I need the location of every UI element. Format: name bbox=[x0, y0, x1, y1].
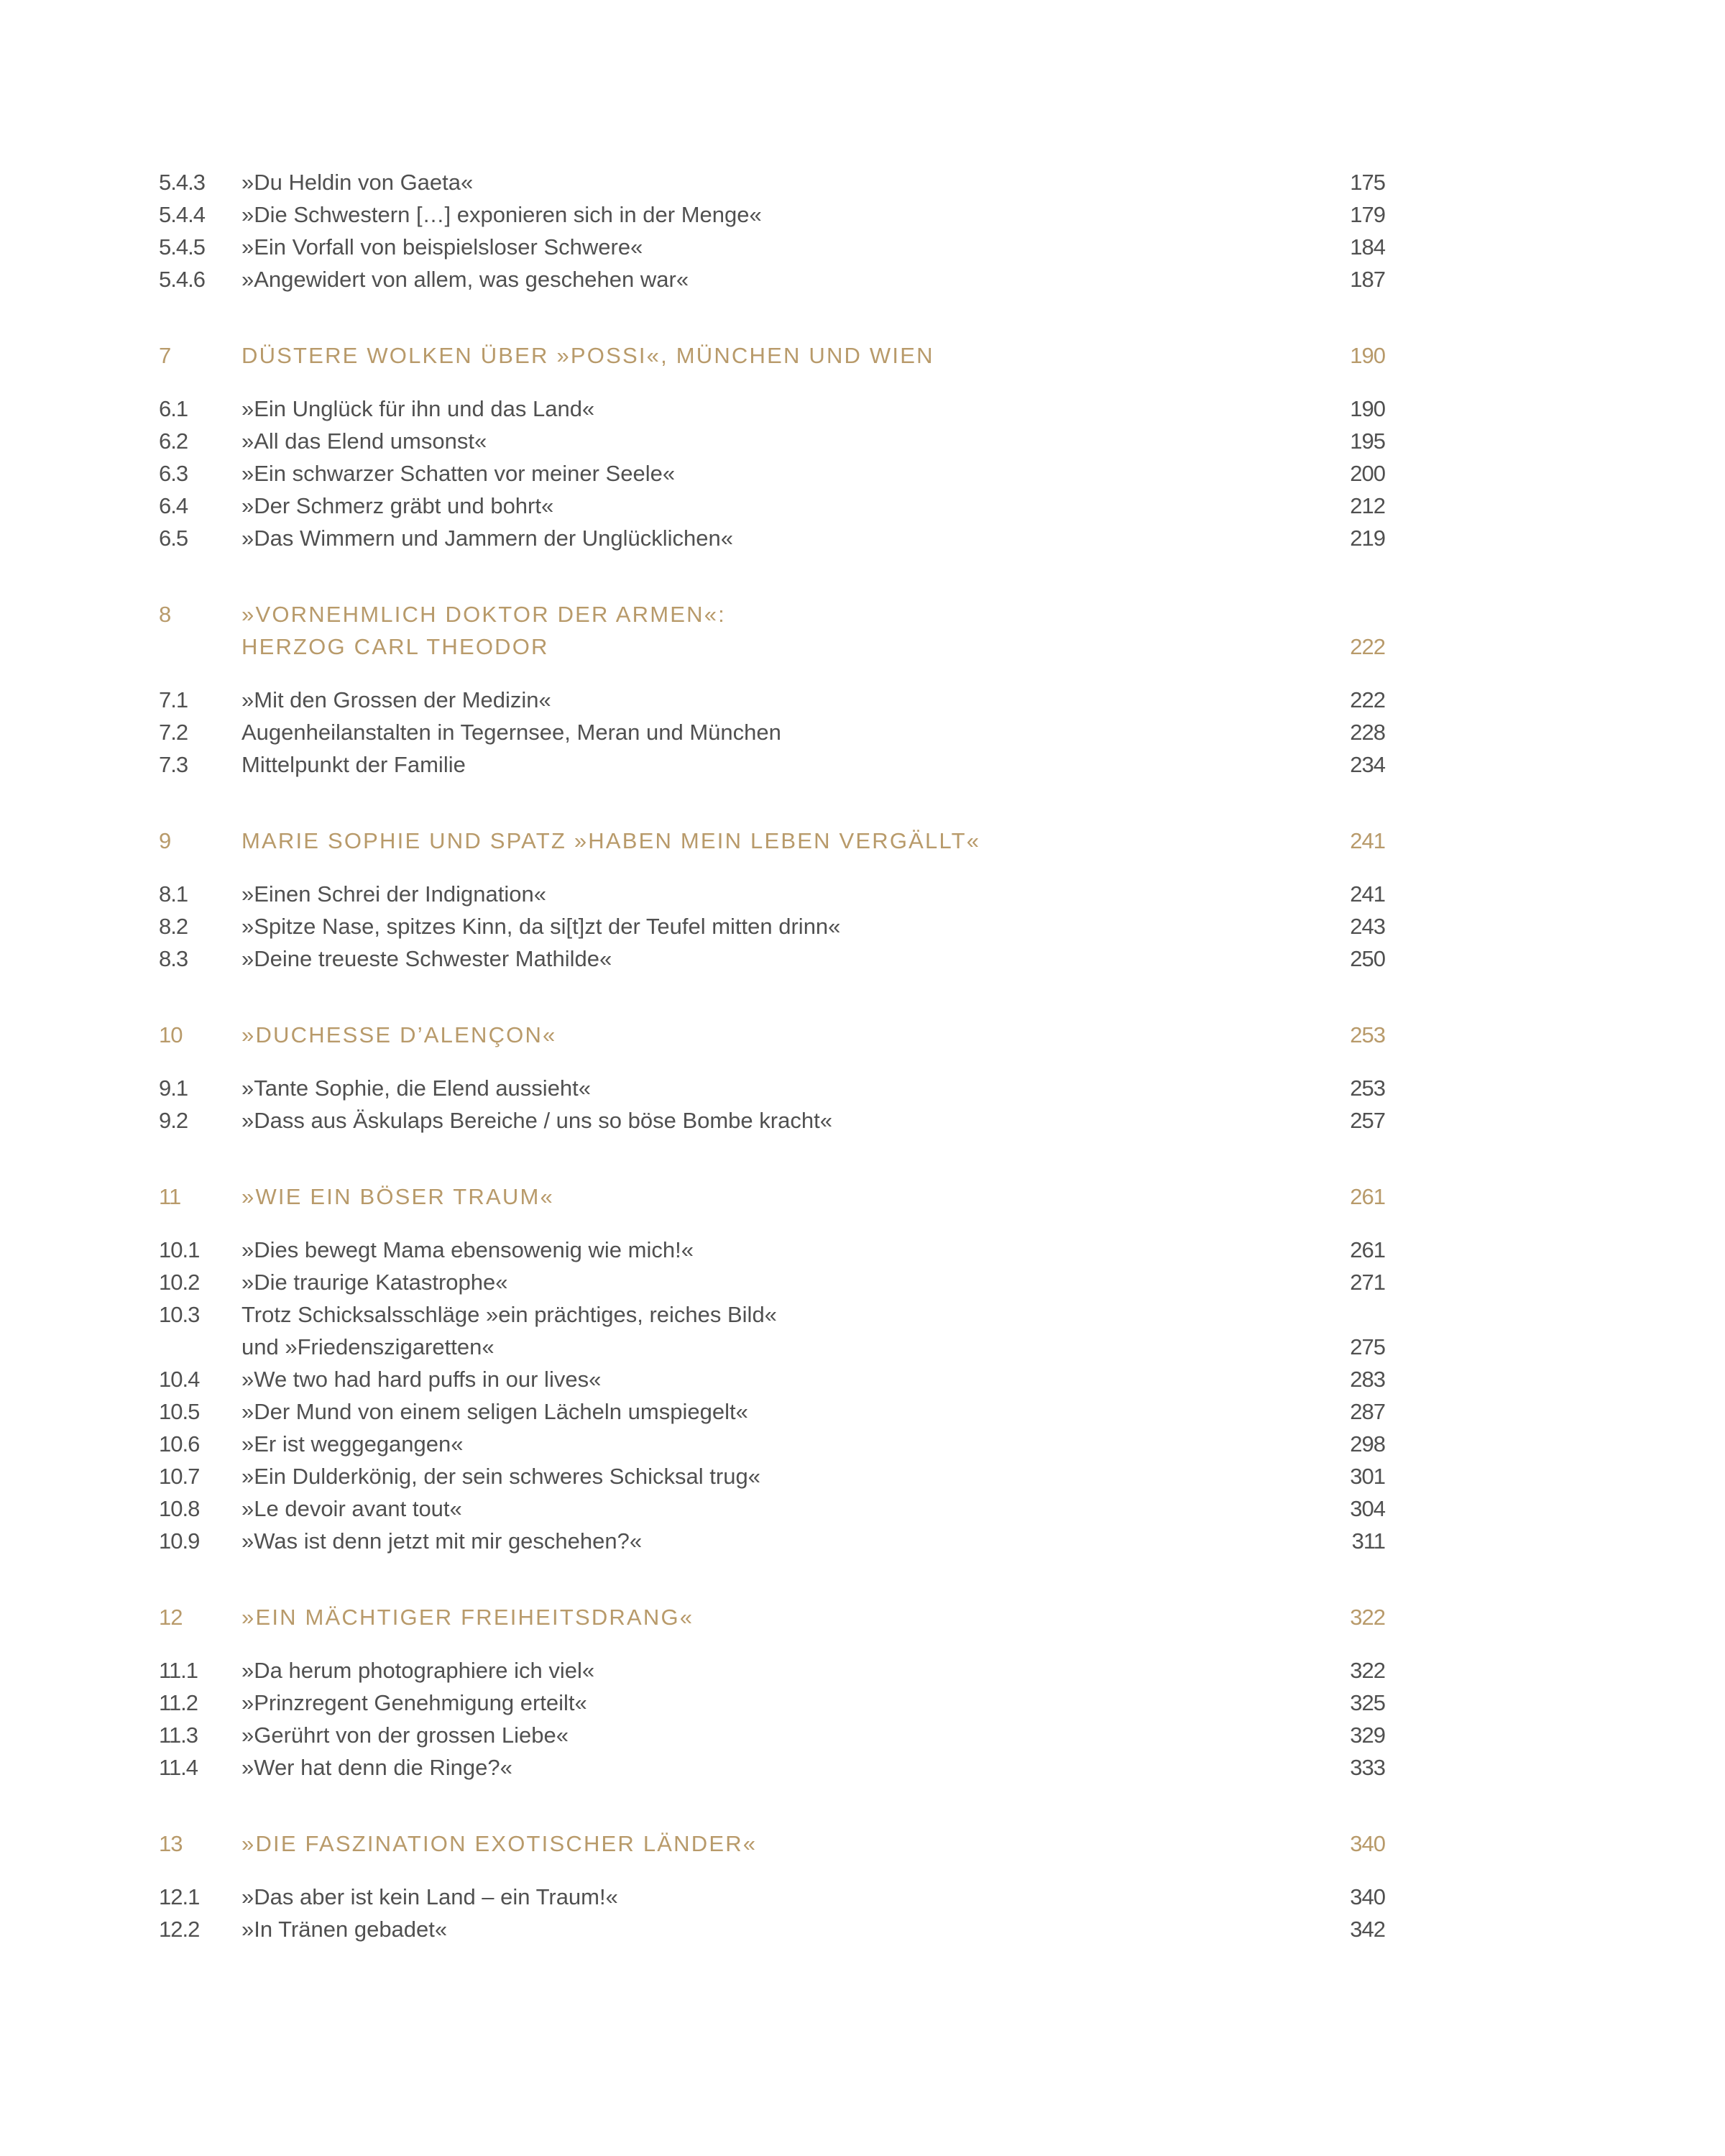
entry-title bbox=[242, 393, 594, 425]
entry-page-number: 243 bbox=[1350, 914, 1385, 939]
title-line: »All das Elend umsonst« bbox=[242, 428, 487, 454]
toc-section bbox=[159, 1019, 1385, 1137]
title-line: »Da herum photographiere ich viel« bbox=[242, 1658, 595, 1683]
chapter-heading bbox=[159, 339, 1385, 372]
entry-title bbox=[242, 166, 473, 198]
chapter-number: 11 bbox=[159, 1184, 181, 1209]
toc-section bbox=[159, 1601, 1385, 1784]
title-line: »EIN MÄCHTIGER FREIHEITSDRANG« bbox=[242, 1605, 694, 1630]
title-line: »WIE EIN BÖSER TRAUM« bbox=[242, 1184, 554, 1209]
entry-page-number: 340 bbox=[1350, 1884, 1385, 1909]
entry-title bbox=[242, 1492, 462, 1525]
entry-title bbox=[242, 1751, 512, 1784]
entry-title bbox=[242, 1428, 464, 1460]
entry-title bbox=[242, 1395, 748, 1428]
chapter-page-number: 340 bbox=[1350, 1831, 1385, 1856]
entry-page-number: 275 bbox=[1350, 1334, 1385, 1359]
toc-entry bbox=[159, 1719, 1385, 1751]
entry-title bbox=[242, 1687, 587, 1719]
toc-entry bbox=[159, 748, 1385, 781]
entry-number: 7.2 bbox=[159, 720, 188, 745]
entry-number: 6.3 bbox=[159, 461, 188, 486]
toc-entry bbox=[159, 1104, 1385, 1137]
chapter-title bbox=[242, 1827, 757, 1860]
entry-title bbox=[242, 1234, 694, 1266]
entry-number: 10.6 bbox=[159, 1431, 200, 1457]
chapter-number: 10 bbox=[159, 1022, 183, 1047]
chapter-heading bbox=[159, 1180, 1385, 1213]
toc-entry bbox=[159, 231, 1385, 263]
entry-page-number: 212 bbox=[1350, 493, 1385, 518]
chapter-title bbox=[242, 598, 726, 663]
title-line: »Die traurige Katastrophe« bbox=[242, 1270, 508, 1295]
entry-number: 10.9 bbox=[159, 1528, 200, 1554]
entry-title bbox=[242, 231, 643, 263]
entry-number: 10.7 bbox=[159, 1464, 200, 1489]
title-line: »Angewidert von allem, was geschehen war« bbox=[242, 267, 689, 292]
title-line: »Die Schwestern […] exponieren sich in der Menge« bbox=[242, 202, 762, 227]
entry-page-number: 219 bbox=[1350, 526, 1385, 551]
title-line: »Er ist weggegangen« bbox=[242, 1431, 464, 1457]
title-line: »VORNEHMLICH DOKTOR DER ARMEN«: bbox=[242, 602, 726, 627]
entry-title bbox=[242, 878, 546, 910]
chapter-page-number: 261 bbox=[1350, 1184, 1385, 1209]
chapter-number: 7 bbox=[159, 343, 171, 368]
entry-title bbox=[242, 684, 551, 716]
entry-page-number: 234 bbox=[1350, 752, 1385, 777]
chapter-heading bbox=[159, 598, 1385, 663]
chapter-title bbox=[242, 1019, 557, 1051]
toc-entry bbox=[159, 1460, 1385, 1492]
title-line: »In Tränen gebadet« bbox=[242, 1917, 448, 1942]
entry-number: 11.3 bbox=[159, 1722, 198, 1748]
table-of-contents bbox=[159, 166, 1385, 1945]
entry-page-number: 184 bbox=[1350, 234, 1385, 260]
chapter-page-number: 322 bbox=[1350, 1605, 1385, 1630]
toc-entry bbox=[159, 942, 1385, 975]
entry-title bbox=[242, 198, 762, 231]
entry-page-number: 325 bbox=[1350, 1690, 1385, 1715]
entry-page-number: 253 bbox=[1350, 1075, 1385, 1101]
entry-number: 5.4.6 bbox=[159, 267, 205, 292]
title-line: »DIE FASZINATION EXOTISCHER LÄNDER« bbox=[242, 1831, 758, 1856]
entry-page-number: 333 bbox=[1350, 1755, 1385, 1780]
entry-page-number: 241 bbox=[1350, 881, 1385, 907]
toc-entry bbox=[159, 490, 1385, 522]
entry-title bbox=[242, 522, 733, 554]
toc-section bbox=[159, 598, 1385, 781]
title-line: »We two had hard puffs in our lives« bbox=[242, 1367, 602, 1392]
title-line: »Das aber ist kein Land – ein Traum!« bbox=[242, 1884, 618, 1909]
toc-entry bbox=[159, 1654, 1385, 1687]
entry-title bbox=[242, 1881, 618, 1913]
toc-entry bbox=[159, 393, 1385, 425]
title-line: »Tante Sophie, die Elend aussieht« bbox=[242, 1075, 592, 1101]
title-line: »Wer hat denn die Ringe?« bbox=[242, 1755, 512, 1780]
chapter-number: 12 bbox=[159, 1605, 183, 1630]
title-line: MARIE SOPHIE UND SPATZ »HABEN MEIN LEBEN VERGÄLLT« bbox=[242, 828, 981, 853]
toc-entry bbox=[159, 716, 1385, 748]
title-line: »Deine treueste Schwester Mathilde« bbox=[242, 946, 612, 971]
chapter-heading bbox=[159, 1827, 1385, 1860]
toc-entry bbox=[159, 1234, 1385, 1266]
entry-number: 10.4 bbox=[159, 1367, 200, 1392]
chapter-heading bbox=[159, 825, 1385, 857]
toc-entry bbox=[159, 878, 1385, 910]
title-line: »Ein Dulderkönig, der sein schweres Schicksal trug« bbox=[242, 1464, 760, 1489]
toc-entry bbox=[159, 1492, 1385, 1525]
entry-number: 6.1 bbox=[159, 396, 188, 421]
chapter-title bbox=[242, 1180, 554, 1213]
title-line: Trotz Schicksalsschläge »ein prächtiges, reiches Bild« bbox=[242, 1302, 777, 1327]
entry-number: 9.2 bbox=[159, 1108, 188, 1133]
entry-title bbox=[242, 425, 487, 457]
title-line: »Dass aus Äskulaps Bereiche / uns so böse Bombe kracht« bbox=[242, 1108, 832, 1133]
entry-title bbox=[242, 263, 689, 295]
entry-page-number: 342 bbox=[1350, 1917, 1385, 1942]
entry-number: 8.3 bbox=[159, 946, 188, 971]
entry-page-number: 304 bbox=[1350, 1496, 1385, 1521]
toc-entry bbox=[159, 910, 1385, 942]
entry-title bbox=[242, 1266, 508, 1298]
entry-title bbox=[242, 910, 840, 942]
entry-title bbox=[242, 490, 553, 522]
toc-section bbox=[159, 1827, 1385, 1945]
entry-page-number: 287 bbox=[1350, 1399, 1385, 1424]
title-line: und »Friedenszigaretten« bbox=[242, 1334, 494, 1359]
entry-number: 11.4 bbox=[159, 1755, 198, 1780]
entry-title bbox=[242, 1104, 832, 1137]
title-line: »Ein Vorfall von beispielsloser Schwere« bbox=[242, 234, 643, 260]
chapter-title bbox=[242, 825, 980, 857]
title-line: Mittelpunkt der Familie bbox=[242, 752, 466, 777]
entry-page-number: 250 bbox=[1350, 946, 1385, 971]
entry-number: 6.2 bbox=[159, 428, 188, 454]
toc-entry bbox=[159, 166, 1385, 198]
toc-entry bbox=[159, 1298, 1385, 1363]
toc-entry bbox=[159, 457, 1385, 490]
toc-entry bbox=[159, 1881, 1385, 1913]
entry-page-number: 283 bbox=[1350, 1367, 1385, 1392]
entry-title bbox=[242, 457, 675, 490]
title-line: HERZOG CARL THEODOR bbox=[242, 634, 549, 659]
entry-number: 9.1 bbox=[159, 1075, 188, 1101]
toc-entry bbox=[159, 1395, 1385, 1428]
entry-title bbox=[242, 716, 781, 748]
title-line: »Dies bewegt Mama ebensowenig wie mich!« bbox=[242, 1237, 694, 1262]
entry-number: 6.4 bbox=[159, 493, 188, 518]
entry-page-number: 190 bbox=[1350, 396, 1385, 421]
title-line: »Der Schmerz gräbt und bohrt« bbox=[242, 493, 554, 518]
entry-page-number: 261 bbox=[1350, 1237, 1385, 1262]
toc-entry bbox=[159, 1363, 1385, 1395]
entry-page-number: 222 bbox=[1350, 687, 1385, 712]
title-line: »Spitze Nase, spitzes Kinn, da si[t]zt der Teufel mitten drinn« bbox=[242, 914, 841, 939]
entry-number: 5.4.4 bbox=[159, 202, 205, 227]
chapter-number: 9 bbox=[159, 828, 171, 853]
entry-number: 12.1 bbox=[159, 1884, 200, 1909]
entry-title bbox=[242, 1298, 777, 1363]
entry-title bbox=[242, 1072, 591, 1104]
entry-number: 10.3 bbox=[159, 1302, 200, 1327]
toc-entry bbox=[159, 1525, 1385, 1557]
entry-number: 10.2 bbox=[159, 1270, 200, 1295]
toc-entry bbox=[159, 263, 1385, 295]
entry-number: 7.1 bbox=[159, 687, 188, 712]
title-line: »Was ist denn jetzt mit mir geschehen?« bbox=[242, 1528, 643, 1554]
entry-title bbox=[242, 942, 612, 975]
entry-title bbox=[242, 1719, 569, 1751]
chapter-page-number: 190 bbox=[1350, 343, 1385, 368]
entry-number: 5.4.3 bbox=[159, 170, 205, 195]
title-line: »Der Mund von einem seligen Lächeln umspiegelt« bbox=[242, 1399, 748, 1424]
toc-entry bbox=[159, 1751, 1385, 1784]
entry-page-number: 228 bbox=[1350, 720, 1385, 745]
title-line: »Das Wimmern und Jammern der Unglücklichen« bbox=[242, 526, 733, 551]
entry-number: 10.5 bbox=[159, 1399, 200, 1424]
toc-entry bbox=[159, 522, 1385, 554]
chapter-number: 8 bbox=[159, 602, 171, 627]
entry-title bbox=[242, 1525, 642, 1557]
title-line: DÜSTERE WOLKEN ÜBER »POSSI«, MÜNCHEN UND WIEN bbox=[242, 343, 934, 368]
chapter-page-number: 253 bbox=[1350, 1022, 1385, 1047]
entry-page-number: 195 bbox=[1350, 428, 1385, 454]
title-line: »Du Heldin von Gaeta« bbox=[242, 170, 474, 195]
entry-number: 8.1 bbox=[159, 881, 188, 907]
entry-title bbox=[242, 1363, 601, 1395]
entry-number: 11.2 bbox=[159, 1690, 198, 1715]
entry-page-number: 271 bbox=[1350, 1270, 1385, 1295]
entry-title bbox=[242, 1913, 447, 1945]
title-line: »Prinzregent Genehmigung erteilt« bbox=[242, 1690, 587, 1715]
entry-number: 12.2 bbox=[159, 1917, 200, 1942]
toc-entry bbox=[159, 684, 1385, 716]
chapter-page-number: 241 bbox=[1350, 828, 1385, 853]
entry-number: 8.2 bbox=[159, 914, 188, 939]
title-line: Augenheilanstalten in Tegernsee, Meran und München bbox=[242, 720, 781, 745]
chapter-heading bbox=[159, 1019, 1385, 1051]
entry-page-number: 179 bbox=[1350, 202, 1385, 227]
toc-entry bbox=[159, 1687, 1385, 1719]
title-line: »Mit den Grossen der Medizin« bbox=[242, 687, 551, 712]
entry-title bbox=[242, 1654, 594, 1687]
entry-title bbox=[242, 748, 466, 781]
chapter-title bbox=[242, 339, 934, 372]
chapter-page-number: 222 bbox=[1350, 634, 1385, 659]
entry-number: 10.8 bbox=[159, 1496, 200, 1521]
title-line: »Ein Unglück für ihn und das Land« bbox=[242, 396, 595, 421]
title-line: »Le devoir avant tout« bbox=[242, 1496, 462, 1521]
entry-number: 6.5 bbox=[159, 526, 188, 551]
entry-page-number: 301 bbox=[1350, 1464, 1385, 1489]
entry-page-number: 175 bbox=[1350, 170, 1385, 195]
toc-entry bbox=[159, 425, 1385, 457]
title-line: »Gerührt von der grossen Liebe« bbox=[242, 1722, 569, 1748]
entry-number: 5.4.5 bbox=[159, 234, 205, 260]
toc-section bbox=[159, 825, 1385, 975]
entry-number: 7.3 bbox=[159, 752, 188, 777]
entry-page-number: 322 bbox=[1350, 1658, 1385, 1683]
entry-page-number: 257 bbox=[1350, 1108, 1385, 1133]
toc-entry bbox=[159, 1266, 1385, 1298]
title-line: »Einen Schrei der Indignation« bbox=[242, 881, 546, 907]
chapter-number: 13 bbox=[159, 1831, 183, 1856]
entry-page-number: 311 bbox=[1351, 1528, 1385, 1554]
title-line: »Ein schwarzer Schatten vor meiner Seele« bbox=[242, 461, 676, 486]
entry-page-number: 298 bbox=[1350, 1431, 1385, 1457]
entry-number: 10.1 bbox=[159, 1237, 200, 1262]
toc-section bbox=[159, 339, 1385, 554]
toc-entry bbox=[159, 1428, 1385, 1460]
chapter-heading bbox=[159, 1601, 1385, 1633]
title-line: »DUCHESSE D’ALENÇON« bbox=[242, 1022, 557, 1047]
entry-number: 11.1 bbox=[159, 1658, 198, 1683]
toc-entry bbox=[159, 198, 1385, 231]
toc-section bbox=[159, 166, 1385, 295]
entry-page-number: 200 bbox=[1350, 461, 1385, 486]
toc-entry bbox=[159, 1072, 1385, 1104]
toc-entry bbox=[159, 1913, 1385, 1945]
entry-page-number: 329 bbox=[1350, 1722, 1385, 1748]
chapter-title bbox=[242, 1601, 694, 1633]
toc-section bbox=[159, 1180, 1385, 1557]
entry-page-number: 187 bbox=[1350, 267, 1385, 292]
entry-title bbox=[242, 1460, 760, 1492]
